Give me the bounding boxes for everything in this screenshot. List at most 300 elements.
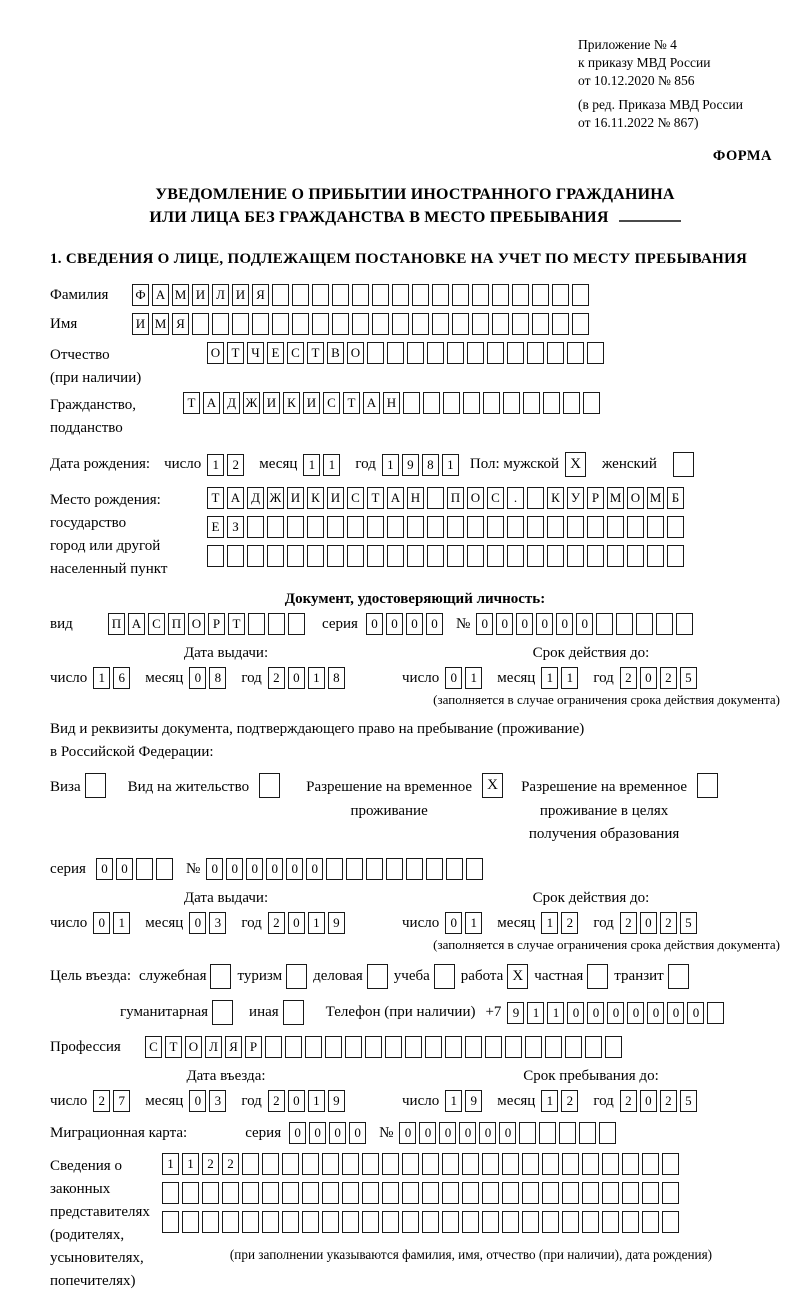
char-box[interactable] <box>582 1182 599 1204</box>
char-box[interactable]: О <box>207 342 224 364</box>
char-box[interactable] <box>365 1036 382 1058</box>
char-box[interactable]: 0 <box>386 613 403 635</box>
entry-day[interactable] <box>93 1090 133 1112</box>
char-box[interactable] <box>582 1211 599 1233</box>
doc-issue-day[interactable] <box>93 667 133 689</box>
char-box[interactable]: А <box>203 392 220 414</box>
char-box[interactable] <box>512 284 529 306</box>
char-box[interactable]: К <box>547 487 564 509</box>
residence-permit-checkbox[interactable] <box>259 773 280 798</box>
char-box[interactable] <box>627 516 644 538</box>
char-box[interactable]: 0 <box>306 858 323 880</box>
char-box[interactable] <box>527 545 544 567</box>
char-box[interactable] <box>467 545 484 567</box>
stay-until-year[interactable] <box>620 1090 700 1112</box>
char-box[interactable] <box>447 545 464 567</box>
char-box[interactable] <box>322 1182 339 1204</box>
char-box[interactable] <box>427 487 444 509</box>
char-box[interactable]: Р <box>245 1036 262 1058</box>
char-box[interactable] <box>519 1122 536 1144</box>
char-box[interactable] <box>642 1211 659 1233</box>
char-box[interactable]: 0 <box>445 667 462 689</box>
char-box[interactable]: Ф <box>132 284 149 306</box>
char-box[interactable] <box>527 516 544 538</box>
char-box[interactable]: К <box>307 487 324 509</box>
char-box[interactable]: 1 <box>182 1153 199 1175</box>
char-box[interactable]: М <box>172 284 189 306</box>
char-box[interactable] <box>545 1036 562 1058</box>
char-box[interactable]: 0 <box>445 912 462 934</box>
char-box[interactable] <box>487 516 504 538</box>
doc-kind-input[interactable] <box>108 613 308 635</box>
char-box[interactable] <box>387 516 404 538</box>
char-box[interactable]: 1 <box>162 1153 179 1175</box>
char-box[interactable] <box>563 392 580 414</box>
char-box[interactable]: А <box>128 613 145 635</box>
purpose-business-checkbox[interactable] <box>367 964 388 989</box>
char-box[interactable]: 1 <box>527 1002 544 1024</box>
char-box[interactable] <box>505 1036 522 1058</box>
char-box[interactable] <box>697 773 718 798</box>
char-box[interactable] <box>322 1211 339 1233</box>
char-box[interactable] <box>492 313 509 335</box>
char-box[interactable]: И <box>192 284 209 306</box>
char-box[interactable] <box>487 342 504 364</box>
char-box[interactable]: З <box>227 516 244 538</box>
char-box[interactable] <box>392 284 409 306</box>
purpose-private-checkbox[interactable] <box>587 964 608 989</box>
char-box[interactable]: 0 <box>439 1122 456 1144</box>
char-box[interactable] <box>352 284 369 306</box>
char-box[interactable] <box>307 545 324 567</box>
char-box[interactable] <box>607 545 624 567</box>
char-box[interactable]: Т <box>228 613 245 635</box>
char-box[interactable] <box>403 392 420 414</box>
char-box[interactable] <box>462 1153 479 1175</box>
char-box[interactable]: 0 <box>576 613 593 635</box>
char-box[interactable] <box>287 545 304 567</box>
char-box[interactable] <box>552 284 569 306</box>
char-box[interactable] <box>572 284 589 306</box>
char-box[interactable] <box>599 1122 616 1144</box>
char-box[interactable]: П <box>168 613 185 635</box>
doc-issue-year[interactable] <box>268 667 348 689</box>
char-box[interactable]: 0 <box>399 1122 416 1144</box>
char-box[interactable] <box>502 1153 519 1175</box>
char-box[interactable] <box>707 1002 724 1024</box>
char-box[interactable] <box>542 1211 559 1233</box>
char-box[interactable] <box>282 1211 299 1233</box>
char-box[interactable] <box>212 1000 233 1025</box>
char-box[interactable] <box>547 545 564 567</box>
char-box[interactable]: 5 <box>680 667 697 689</box>
char-box[interactable] <box>162 1211 179 1233</box>
char-box[interactable] <box>422 1153 439 1175</box>
char-box[interactable]: 8 <box>422 454 439 476</box>
char-box[interactable]: 0 <box>640 667 657 689</box>
char-box[interactable] <box>242 1182 259 1204</box>
purpose-study-checkbox[interactable] <box>434 964 455 989</box>
char-box[interactable]: Р <box>208 613 225 635</box>
char-box[interactable]: 1 <box>442 454 459 476</box>
char-box[interactable] <box>156 858 173 880</box>
char-box[interactable]: И <box>303 392 320 414</box>
char-box[interactable] <box>362 1153 379 1175</box>
char-box[interactable]: 0 <box>286 858 303 880</box>
char-box[interactable] <box>487 545 504 567</box>
char-box[interactable]: 1 <box>308 667 325 689</box>
char-box[interactable] <box>427 516 444 538</box>
char-box[interactable]: X <box>507 964 528 989</box>
purpose-official-checkbox[interactable] <box>210 964 231 989</box>
char-box[interactable] <box>447 342 464 364</box>
char-box[interactable]: 0 <box>640 912 657 934</box>
char-box[interactable] <box>602 1153 619 1175</box>
char-box[interactable] <box>325 1036 342 1058</box>
char-box[interactable]: 0 <box>536 613 553 635</box>
char-box[interactable]: 2 <box>268 667 285 689</box>
char-box[interactable] <box>587 516 604 538</box>
char-box[interactable]: 0 <box>587 1002 604 1024</box>
char-box[interactable] <box>427 342 444 364</box>
char-box[interactable] <box>385 1036 402 1058</box>
char-box[interactable]: Т <box>227 342 244 364</box>
char-box[interactable]: 1 <box>323 454 340 476</box>
entry-month[interactable] <box>189 1090 229 1112</box>
char-box[interactable] <box>202 1182 219 1204</box>
char-box[interactable]: О <box>627 487 644 509</box>
char-box[interactable]: Т <box>207 487 224 509</box>
char-box[interactable] <box>572 313 589 335</box>
sex-female-checkbox[interactable] <box>673 452 694 477</box>
char-box[interactable]: Е <box>207 516 224 538</box>
char-box[interactable] <box>222 1211 239 1233</box>
char-box[interactable] <box>347 545 364 567</box>
char-box[interactable] <box>432 284 449 306</box>
char-box[interactable] <box>202 1211 219 1233</box>
char-box[interactable] <box>282 1153 299 1175</box>
char-box[interactable] <box>527 342 544 364</box>
char-box[interactable] <box>522 1182 539 1204</box>
char-box[interactable]: 0 <box>246 858 263 880</box>
char-box[interactable] <box>662 1153 679 1175</box>
char-box[interactable]: С <box>148 613 165 635</box>
char-box[interactable] <box>292 284 309 306</box>
char-box[interactable]: 0 <box>627 1002 644 1024</box>
stay-until-month[interactable] <box>541 1090 581 1112</box>
char-box[interactable] <box>342 1182 359 1204</box>
char-box[interactable] <box>182 1211 199 1233</box>
char-box[interactable] <box>392 313 409 335</box>
char-box[interactable] <box>466 858 483 880</box>
profession-input[interactable] <box>145 1036 625 1058</box>
char-box[interactable]: О <box>185 1036 202 1058</box>
char-box[interactable]: Ч <box>247 342 264 364</box>
char-box[interactable]: 1 <box>382 454 399 476</box>
char-box[interactable]: А <box>387 487 404 509</box>
birth-place-line-1[interactable] <box>207 487 687 509</box>
char-box[interactable]: 0 <box>189 1090 206 1112</box>
char-box[interactable] <box>272 313 289 335</box>
char-box[interactable]: 0 <box>647 1002 664 1024</box>
char-box[interactable] <box>288 613 305 635</box>
char-box[interactable] <box>442 1182 459 1204</box>
char-box[interactable] <box>227 545 244 567</box>
char-box[interactable] <box>327 545 344 567</box>
char-box[interactable] <box>607 516 624 538</box>
doc-number-input[interactable] <box>476 613 696 635</box>
char-box[interactable] <box>565 1036 582 1058</box>
char-box[interactable] <box>582 1153 599 1175</box>
char-box[interactable] <box>406 858 423 880</box>
char-box[interactable]: В <box>327 342 344 364</box>
char-box[interactable] <box>367 545 384 567</box>
char-box[interactable] <box>422 1211 439 1233</box>
stay-doc-expiry-month[interactable] <box>541 912 581 934</box>
char-box[interactable]: 0 <box>289 1122 306 1144</box>
char-box[interactable]: 2 <box>227 454 244 476</box>
char-box[interactable]: 0 <box>687 1002 704 1024</box>
char-box[interactable]: У <box>567 487 584 509</box>
char-box[interactable] <box>616 613 633 635</box>
char-box[interactable]: О <box>347 342 364 364</box>
char-box[interactable]: 0 <box>288 1090 305 1112</box>
char-box[interactable] <box>585 1036 602 1058</box>
visa-checkbox[interactable] <box>85 773 106 798</box>
char-box[interactable]: 0 <box>406 613 423 635</box>
char-box[interactable]: 0 <box>459 1122 476 1144</box>
purpose-other-checkbox[interactable] <box>283 1000 304 1025</box>
char-box[interactable]: 2 <box>620 667 637 689</box>
char-box[interactable] <box>605 1036 622 1058</box>
birth-place-line-3[interactable] <box>207 545 687 567</box>
stay-doc-expiry-year[interactable] <box>620 912 700 934</box>
char-box[interactable]: И <box>132 313 149 335</box>
char-box[interactable]: Ж <box>267 487 284 509</box>
char-box[interactable]: Е <box>267 342 284 364</box>
char-box[interactable] <box>372 313 389 335</box>
char-box[interactable]: Т <box>165 1036 182 1058</box>
char-box[interactable] <box>562 1211 579 1233</box>
char-box[interactable]: 9 <box>465 1090 482 1112</box>
char-box[interactable]: 8 <box>209 667 226 689</box>
char-box[interactable] <box>283 1000 304 1025</box>
char-box[interactable] <box>412 313 429 335</box>
purpose-humanitarian-checkbox[interactable] <box>212 1000 233 1025</box>
char-box[interactable] <box>472 284 489 306</box>
char-box[interactable] <box>210 964 231 989</box>
purpose-tourism-checkbox[interactable] <box>286 964 307 989</box>
char-box[interactable]: 2 <box>561 912 578 934</box>
char-box[interactable] <box>342 1211 359 1233</box>
char-box[interactable]: 1 <box>445 1090 462 1112</box>
char-box[interactable] <box>602 1211 619 1233</box>
char-box[interactable]: 2 <box>660 912 677 934</box>
char-box[interactable] <box>462 1182 479 1204</box>
char-box[interactable]: 7 <box>113 1090 130 1112</box>
char-box[interactable]: 5 <box>680 1090 697 1112</box>
char-box[interactable] <box>242 1211 259 1233</box>
char-box[interactable]: 9 <box>328 1090 345 1112</box>
char-box[interactable] <box>402 1182 419 1204</box>
char-box[interactable] <box>525 1036 542 1058</box>
char-box[interactable] <box>422 1182 439 1204</box>
char-box[interactable]: 0 <box>426 613 443 635</box>
representatives-line-1[interactable] <box>162 1153 780 1175</box>
char-box[interactable] <box>345 1036 362 1058</box>
char-box[interactable]: . <box>507 487 524 509</box>
char-box[interactable] <box>407 516 424 538</box>
char-box[interactable] <box>622 1153 639 1175</box>
char-box[interactable] <box>252 313 269 335</box>
char-box[interactable] <box>222 1182 239 1204</box>
char-box[interactable]: О <box>188 613 205 635</box>
char-box[interactable] <box>312 313 329 335</box>
char-box[interactable] <box>532 313 549 335</box>
char-box[interactable]: 1 <box>308 1090 325 1112</box>
char-box[interactable] <box>447 516 464 538</box>
char-box[interactable]: 2 <box>93 1090 110 1112</box>
char-box[interactable]: 0 <box>516 613 533 635</box>
char-box[interactable] <box>367 516 384 538</box>
char-box[interactable] <box>307 516 324 538</box>
char-box[interactable] <box>647 545 664 567</box>
stay-until-day[interactable] <box>445 1090 485 1112</box>
char-box[interactable] <box>542 1153 559 1175</box>
char-box[interactable] <box>587 342 604 364</box>
stay-doc-issue-month[interactable] <box>189 912 229 934</box>
char-box[interactable] <box>425 1036 442 1058</box>
char-box[interactable] <box>587 545 604 567</box>
char-box[interactable]: 0 <box>349 1122 366 1144</box>
char-box[interactable] <box>362 1182 379 1204</box>
char-box[interactable]: А <box>152 284 169 306</box>
char-box[interactable]: Р <box>587 487 604 509</box>
char-box[interactable] <box>627 545 644 567</box>
doc-issue-month[interactable] <box>189 667 229 689</box>
birth-year-input[interactable] <box>382 454 462 476</box>
char-box[interactable] <box>285 1036 302 1058</box>
char-box[interactable]: 2 <box>620 912 637 934</box>
char-box[interactable]: 0 <box>556 613 573 635</box>
representatives-line-2[interactable] <box>162 1182 780 1204</box>
char-box[interactable] <box>442 1153 459 1175</box>
char-box[interactable] <box>583 392 600 414</box>
char-box[interactable] <box>547 516 564 538</box>
char-box[interactable] <box>247 545 264 567</box>
char-box[interactable] <box>668 964 689 989</box>
entry-year[interactable] <box>268 1090 348 1112</box>
char-box[interactable] <box>452 313 469 335</box>
char-box[interactable] <box>302 1153 319 1175</box>
purpose-transit-checkbox[interactable] <box>668 964 689 989</box>
char-box[interactable] <box>432 313 449 335</box>
name-input[interactable] <box>132 313 592 335</box>
stay-doc-issue-year[interactable] <box>268 912 348 934</box>
char-box[interactable] <box>512 313 529 335</box>
citizenship-input[interactable] <box>183 392 603 414</box>
char-box[interactable] <box>342 1153 359 1175</box>
char-box[interactable]: И <box>263 392 280 414</box>
char-box[interactable] <box>302 1211 319 1233</box>
char-box[interactable]: 1 <box>93 667 110 689</box>
char-box[interactable] <box>527 487 544 509</box>
char-box[interactable] <box>445 1036 462 1058</box>
char-box[interactable] <box>502 1182 519 1204</box>
char-box[interactable] <box>622 1182 639 1204</box>
char-box[interactable]: П <box>447 487 464 509</box>
char-box[interactable] <box>162 1182 179 1204</box>
char-box[interactable]: С <box>323 392 340 414</box>
stay-doc-number-input[interactable] <box>206 858 486 880</box>
char-box[interactable]: С <box>287 342 304 364</box>
stay-doc-issue-day[interactable] <box>93 912 133 934</box>
char-box[interactable]: 2 <box>620 1090 637 1112</box>
char-box[interactable] <box>547 342 564 364</box>
char-box[interactable]: 0 <box>496 613 513 635</box>
char-box[interactable]: 1 <box>207 454 224 476</box>
char-box[interactable]: 2 <box>660 1090 677 1112</box>
char-box[interactable] <box>662 1211 679 1233</box>
char-box[interactable] <box>602 1182 619 1204</box>
char-box[interactable] <box>562 1182 579 1204</box>
char-box[interactable] <box>642 1182 659 1204</box>
char-box[interactable]: 6 <box>113 667 130 689</box>
char-box[interactable]: 9 <box>402 454 419 476</box>
char-box[interactable]: 1 <box>465 667 482 689</box>
char-box[interactable]: А <box>227 487 244 509</box>
char-box[interactable] <box>262 1211 279 1233</box>
char-box[interactable] <box>268 613 285 635</box>
char-box[interactable] <box>382 1211 399 1233</box>
char-box[interactable]: 1 <box>541 912 558 934</box>
char-box[interactable] <box>267 516 284 538</box>
char-box[interactable]: 1 <box>547 1002 564 1024</box>
char-box[interactable]: 2 <box>561 1090 578 1112</box>
char-box[interactable] <box>463 392 480 414</box>
char-box[interactable] <box>386 858 403 880</box>
char-box[interactable]: Т <box>343 392 360 414</box>
char-box[interactable] <box>248 613 265 635</box>
char-box[interactable] <box>407 545 424 567</box>
char-box[interactable]: 0 <box>189 912 206 934</box>
representatives-line-3[interactable] <box>162 1211 780 1233</box>
char-box[interactable] <box>212 313 229 335</box>
char-box[interactable]: О <box>467 487 484 509</box>
char-box[interactable] <box>85 773 106 798</box>
char-box[interactable] <box>523 392 540 414</box>
char-box[interactable] <box>647 516 664 538</box>
char-box[interactable]: 0 <box>419 1122 436 1144</box>
char-box[interactable]: 0 <box>266 858 283 880</box>
char-box[interactable]: М <box>647 487 664 509</box>
char-box[interactable] <box>539 1122 556 1144</box>
char-box[interactable] <box>292 313 309 335</box>
char-box[interactable] <box>402 1153 419 1175</box>
char-box[interactable] <box>434 964 455 989</box>
char-box[interactable]: 2 <box>202 1153 219 1175</box>
char-box[interactable] <box>676 613 693 635</box>
char-box[interactable]: 0 <box>96 858 113 880</box>
char-box[interactable] <box>402 1211 419 1233</box>
patronymic-input[interactable] <box>207 342 607 364</box>
char-box[interactable]: 0 <box>667 1002 684 1024</box>
char-box[interactable]: 8 <box>328 667 345 689</box>
char-box[interactable] <box>362 1211 379 1233</box>
char-box[interactable] <box>302 1182 319 1204</box>
char-box[interactable] <box>272 284 289 306</box>
char-box[interactable] <box>482 1182 499 1204</box>
